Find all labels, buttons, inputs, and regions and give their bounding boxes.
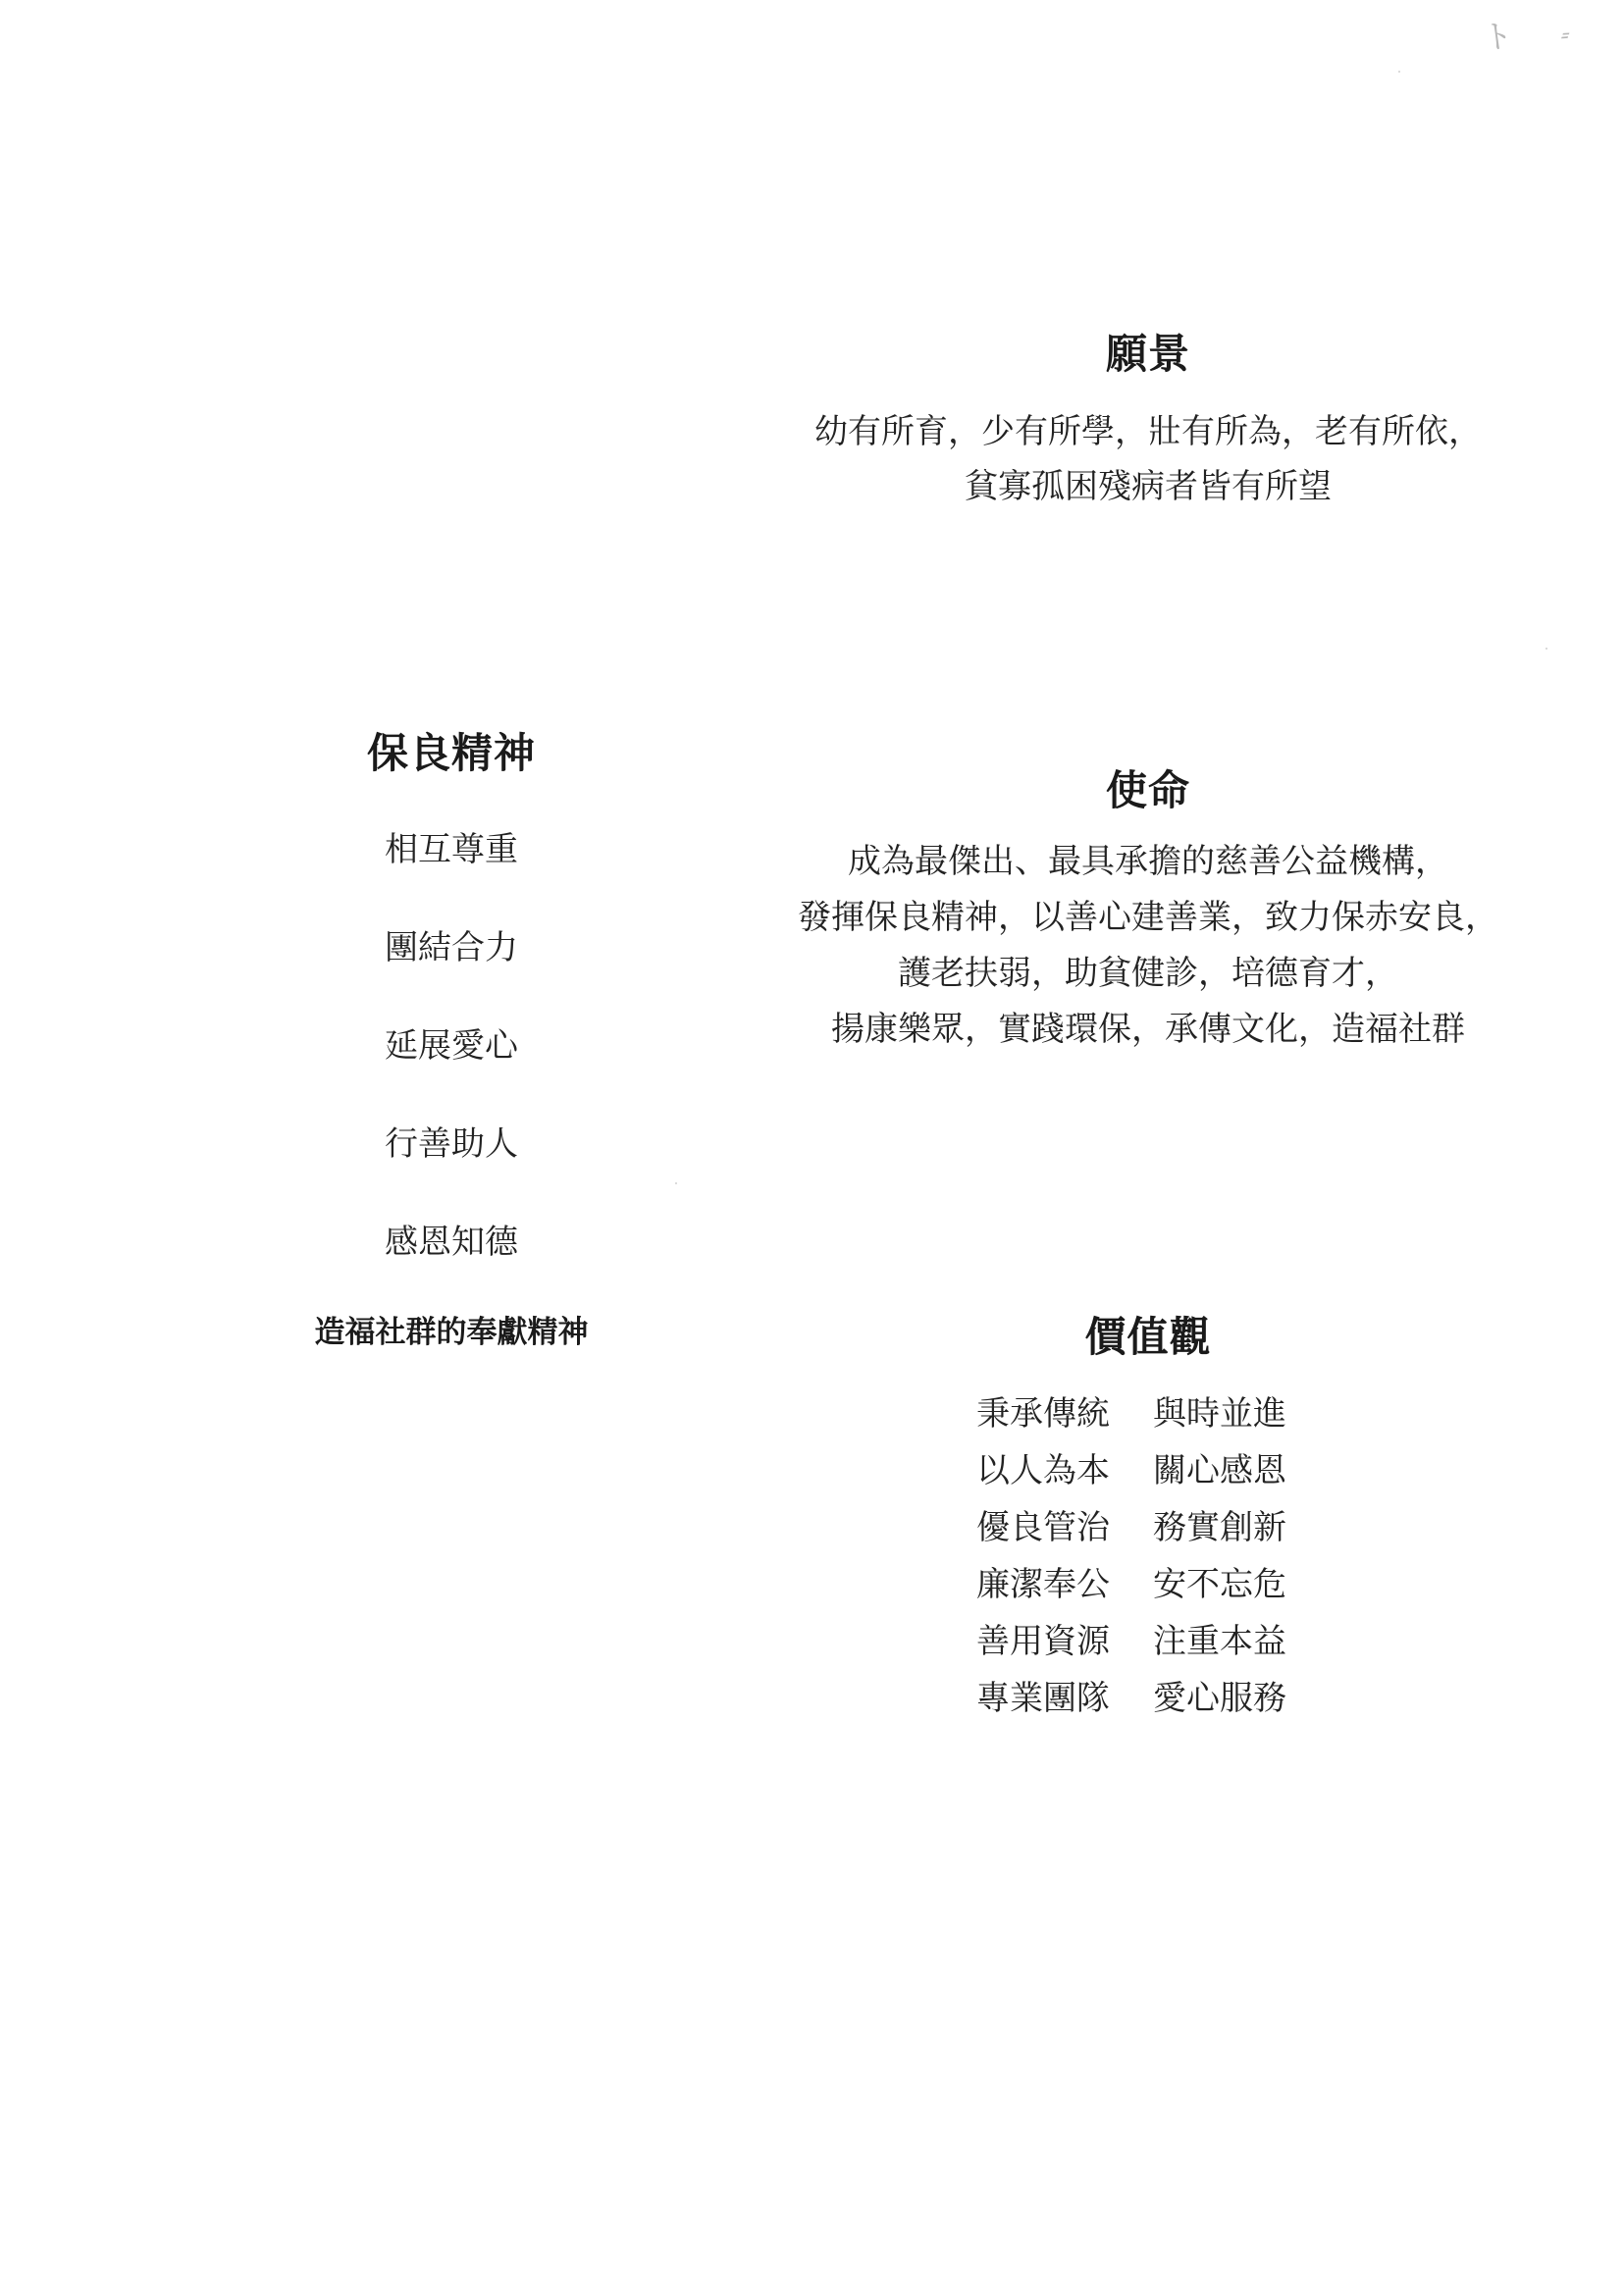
values-item: 愛心服務 bbox=[1153, 1678, 1286, 1718]
values-row bbox=[976, 1552, 1330, 1609]
values-item: 關心感恩 bbox=[1153, 1450, 1286, 1490]
scan-speck bbox=[675, 1182, 677, 1184]
mission-line: 成為最傑出、最具承擔的慈善公益機構， bbox=[848, 842, 1448, 881]
scan-speck bbox=[1545, 648, 1547, 650]
mission-heading: 使命 bbox=[1105, 766, 1190, 814]
mission-line: 發揮保良精神，以善心建善業，致力保赤安良， bbox=[798, 898, 1498, 937]
values-row bbox=[976, 1495, 1330, 1552]
spirit-heading: 保良精神 bbox=[366, 729, 536, 777]
vision-text bbox=[756, 404, 1541, 514]
values-item: 善用資源 bbox=[976, 1621, 1110, 1661]
vision-line: 貧寡孤困殘病者皆有所望 bbox=[965, 467, 1332, 506]
values-item: 廉潔奉公 bbox=[976, 1564, 1110, 1604]
values-row bbox=[976, 1382, 1330, 1438]
vision-heading: 願景 bbox=[1105, 330, 1190, 378]
values-item: 專業團隊 bbox=[976, 1678, 1110, 1718]
values-item: 優良管治 bbox=[976, 1507, 1110, 1547]
values-grid bbox=[976, 1382, 1330, 1723]
mission-text bbox=[756, 834, 1541, 1058]
values-row bbox=[976, 1438, 1330, 1495]
values-heading: 價值觀 bbox=[1084, 1313, 1212, 1361]
values-item: 秉承傳統 bbox=[976, 1393, 1110, 1434]
vision-line: 幼有所育，少有所學，壯有所為，老有所依， bbox=[814, 412, 1482, 451]
scan-artifact-mark: ⸗ bbox=[1557, 22, 1574, 48]
scan-speck bbox=[1398, 71, 1400, 73]
values-row bbox=[976, 1666, 1330, 1723]
values-row bbox=[976, 1609, 1330, 1666]
spirit-footer: 造福社群的奉獻精神 bbox=[314, 1315, 589, 1350]
spirit-item: 行善助人 bbox=[385, 1124, 518, 1164]
values-item: 與時並進 bbox=[1153, 1393, 1286, 1434]
spirit-item: 感恩知德 bbox=[385, 1223, 518, 1262]
mission-line: 護老扶弱，助貧健診，培德育才， bbox=[898, 954, 1398, 993]
values-item: 安不忘危 bbox=[1153, 1564, 1286, 1604]
spirit-item: 延展愛心 bbox=[385, 1026, 518, 1066]
values-item: 以人為本 bbox=[976, 1450, 1110, 1490]
scan-artifact-mark: ﾄ bbox=[1487, 16, 1510, 58]
mission-line: 揚康樂眾，實踐環保，承傳文化，造福社群 bbox=[831, 1010, 1465, 1049]
values-item: 注重本益 bbox=[1153, 1621, 1286, 1661]
spirit-item: 團結合力 bbox=[385, 928, 518, 967]
values-item: 務實創新 bbox=[1153, 1507, 1286, 1547]
spirit-item: 相互尊重 bbox=[385, 830, 518, 869]
